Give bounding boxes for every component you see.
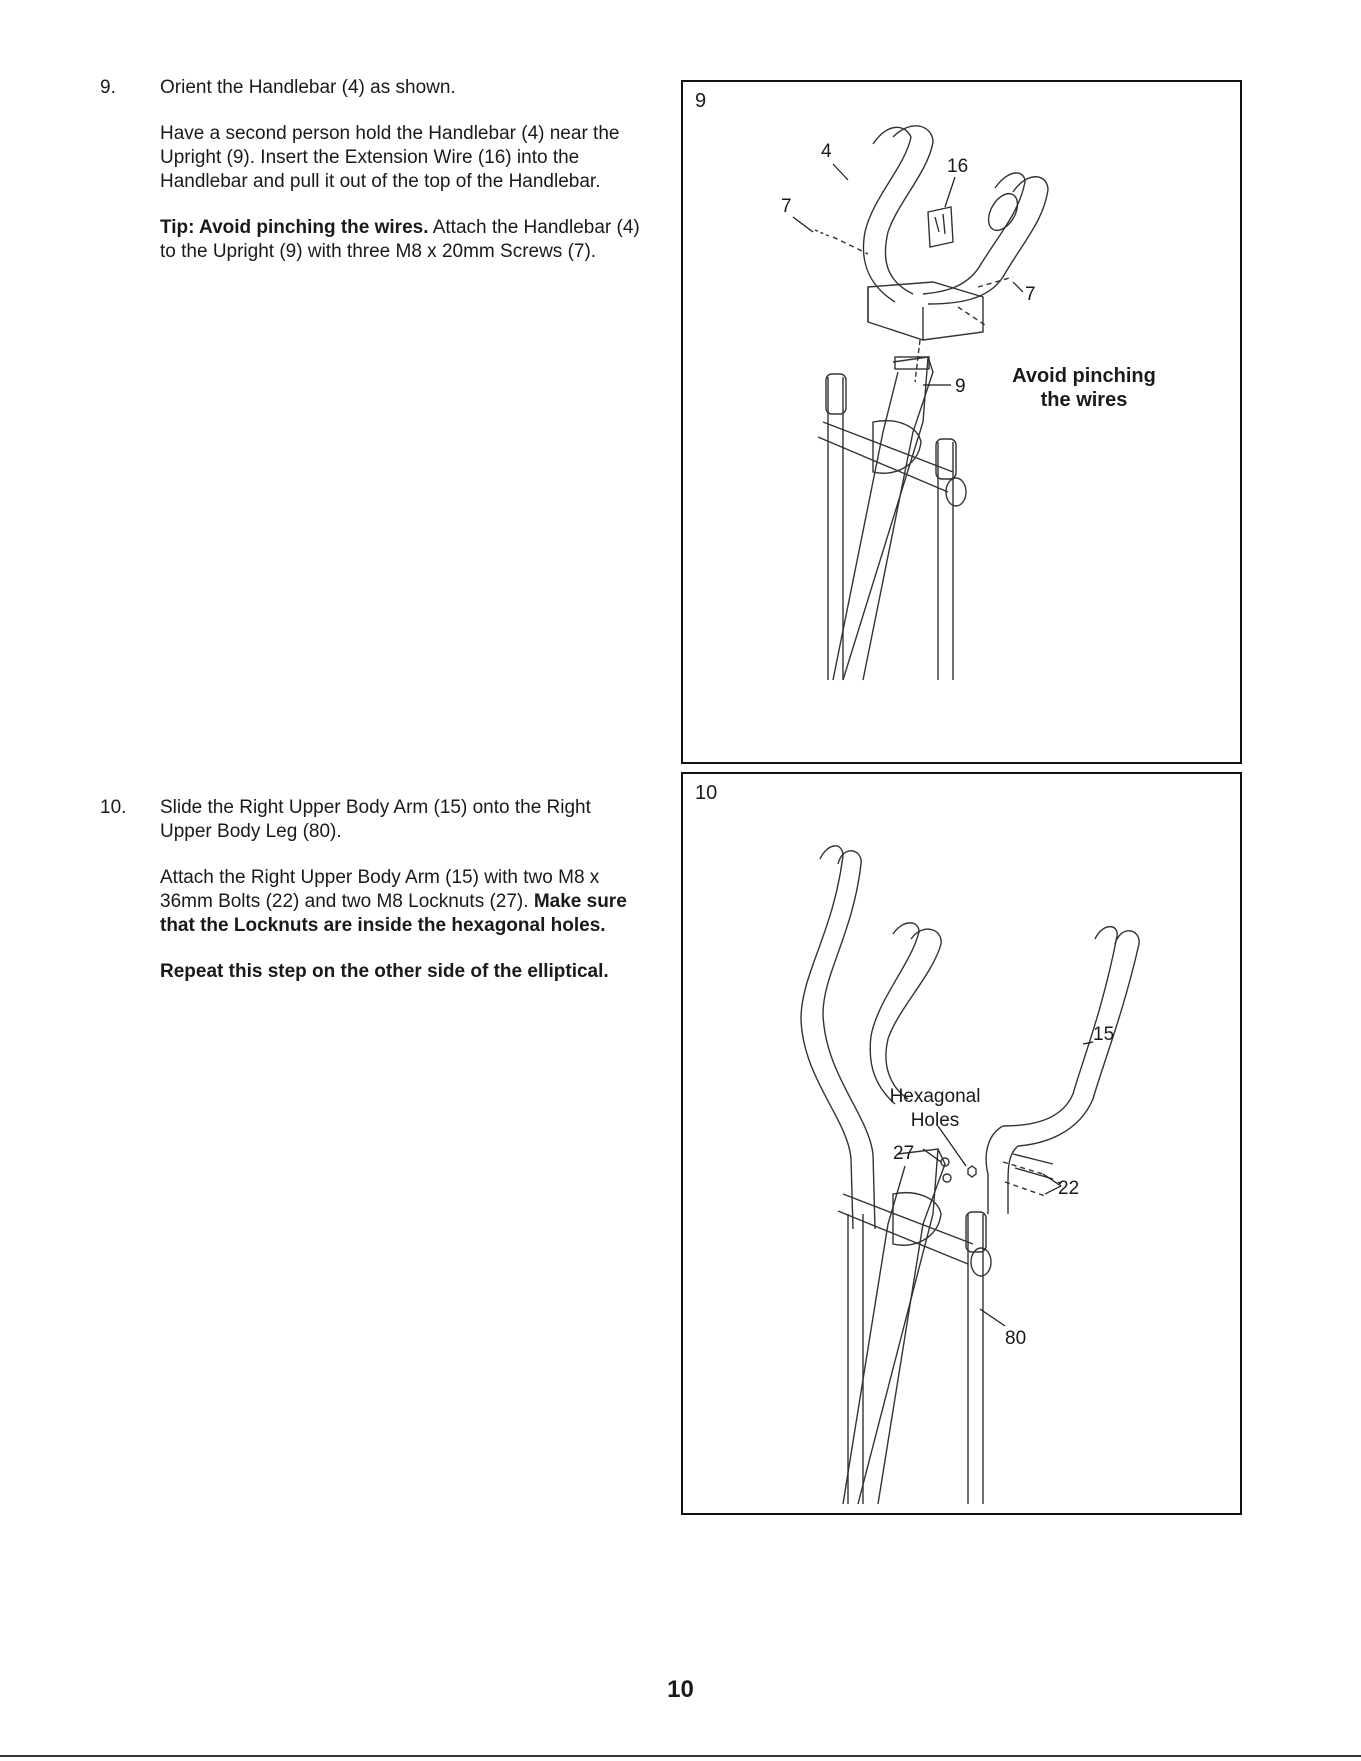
callout-27: 27 — [893, 1143, 915, 1164]
locknut-warning: Make sure that the Locknuts are inside the hexagonal holes. — [160, 891, 627, 936]
figure-9 — [681, 80, 1242, 764]
handlebar-assembly-drawing — [683, 82, 1240, 762]
callout-16: 16 — [947, 156, 969, 177]
figure-number: 10 — [695, 782, 718, 804]
hex-holes-line-2: Holes — [910, 1110, 960, 1131]
callout-7-left: 7 — [781, 196, 792, 217]
note-line-1: Avoid pinching — [1012, 365, 1156, 387]
page-number: 10 — [667, 1676, 694, 1703]
callout-80: 80 — [1005, 1328, 1027, 1349]
callout-22: 22 — [1058, 1178, 1080, 1199]
tip-text: Tip: Avoid pinching the wires. — [160, 217, 429, 238]
step-10-attach-text: Attach the Right Upper Body Arm (15) with two M8 x 36mm Bolts (22) and two M8 Locknuts (27). — [160, 867, 600, 912]
step-9-insert-wire: Have a second person hold the Handlebar (4) near the Upright (9). Insert the Extension Wire (16) into the Handlebar and pull it out of the top of the Handlebar. — [160, 123, 620, 192]
step-9-attach-text: Attach the Handlebar (4) to the Upright (9) with three M8 x 20mm Screws (7). — [160, 217, 640, 262]
figure-number: 9 — [695, 90, 707, 112]
step-number: 9. — [100, 77, 116, 98]
callout-9: 9 — [955, 376, 966, 397]
callout-4: 4 — [821, 141, 832, 162]
note-line-2: the wires — [1040, 389, 1128, 411]
step-10-attach — [160, 866, 640, 938]
step-10 — [100, 796, 640, 1006]
callout-15: 15 — [1093, 1024, 1115, 1045]
callout-7-right: 7 — [1025, 284, 1036, 305]
step-10-slide: Slide the Right Upper Body Arm (15) onto the Right Upper Body Leg (80). — [160, 797, 591, 842]
step-number: 10. — [100, 797, 127, 818]
figure-10 — [681, 772, 1242, 1515]
hex-holes-line-1: Hexagonal — [889, 1086, 981, 1107]
bottom-rule — [0, 1755, 1361, 1757]
step-9-orient: Orient the Handlebar (4) as shown. — [160, 77, 456, 98]
upper-body-arm-drawing — [683, 774, 1240, 1513]
step-9 — [100, 76, 640, 286]
step-9-attach — [160, 216, 640, 264]
repeat-note: Repeat this step on the other side of the elliptical. — [160, 961, 609, 982]
